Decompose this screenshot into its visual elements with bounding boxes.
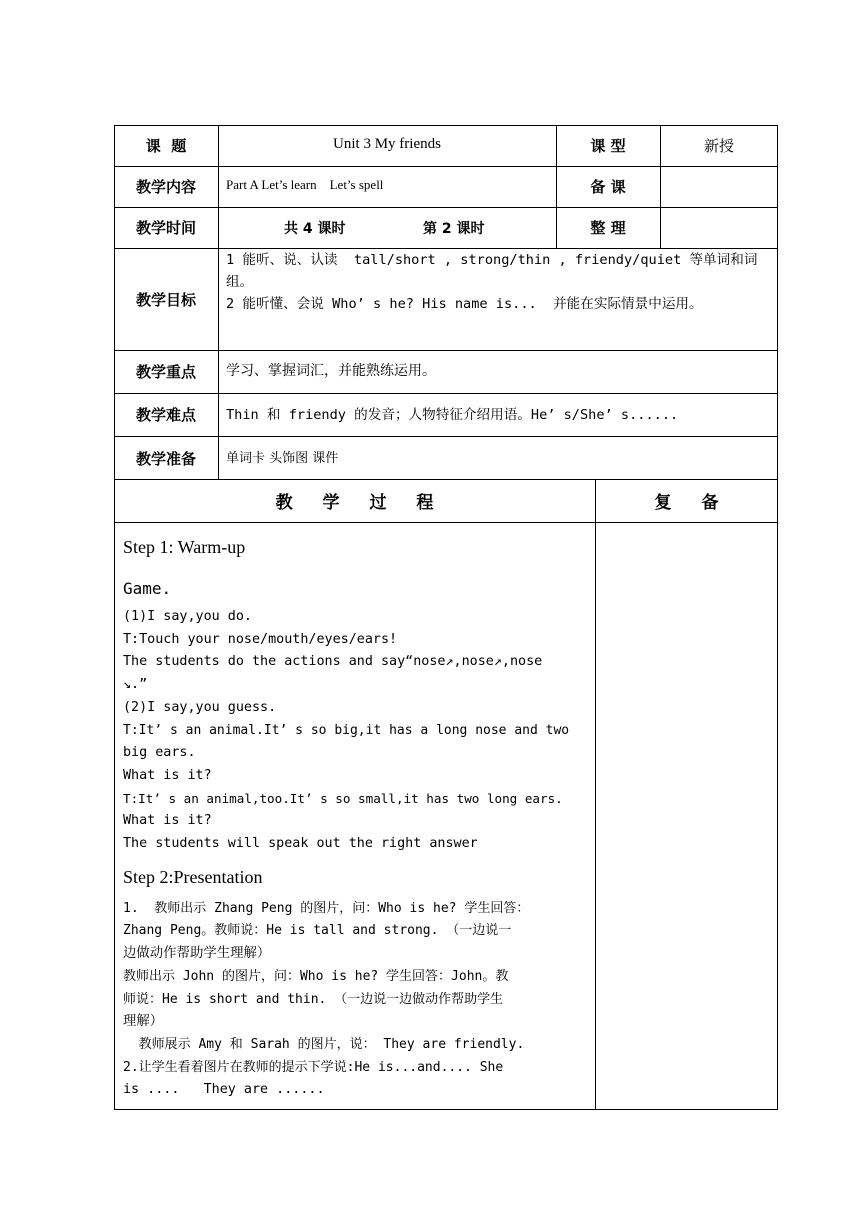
- text-line: 教师展示 Amy 和 Sarah 的图片，说： They are friendly.: [123, 1036, 525, 1052]
- arrange-label: 整 理: [590, 219, 626, 237]
- text-line: (2)I say,you guess.: [123, 699, 277, 715]
- goal-value: 1 能听、说、认读 tall/short , strong/thin , friendy/quiet 等单词和词组。 2 能听懂、会说 Who’ s he? His name is... 并能在实际情景中运用。: [226, 252, 758, 312]
- text-line: What is it?: [123, 767, 212, 783]
- key-label: 教学重点: [135, 363, 196, 381]
- arrange-value: [660, 207, 778, 248]
- text-line: 教师出示 John 的图片，问：Who is he? 学生回答：John。教: [123, 968, 509, 984]
- review-title: 复 备: [654, 493, 731, 513]
- text-line: T:It’ s an animal.It’ s so big,it has a long nose and two: [123, 722, 570, 738]
- step1-lines: [123, 606, 591, 856]
- text-line: big ears.: [123, 745, 196, 761]
- content-value: Part A Let’s learn Let’s spell: [226, 176, 384, 192]
- text-line: ↘.”: [123, 677, 148, 693]
- materials-label: 教学准备: [135, 449, 196, 468]
- text-line: 理解）: [123, 1014, 164, 1030]
- materials-value: 单词卡 头饰图 课件: [226, 450, 339, 466]
- process-title: 教 学 过 程: [275, 493, 446, 513]
- key-value: 学习、掌握词汇，并能熟练运用。: [226, 363, 436, 379]
- text-line: (1)I say,you do.: [123, 609, 252, 624]
- topic-value: Unit 3 My friends: [333, 136, 441, 152]
- text-line: The students do the actions and say“nose↗,nose↗,nose: [123, 654, 543, 670]
- time-label: 教学时间: [135, 219, 196, 237]
- prep-label: 备 课: [590, 178, 626, 196]
- text-line: is .... They are ......: [123, 1082, 325, 1098]
- row-divider: [114, 522, 778, 523]
- text-line: T:It’ s an animal,too.It’ s so small,it has two long ears.: [123, 790, 563, 806]
- step2-title: Step 2:Presentation: [123, 866, 263, 887]
- type-label: 课 型: [590, 137, 626, 155]
- difficulty-value: Thin 和 friendy 的发音；人物特征介绍用语。He’ s/She’ s......: [226, 407, 679, 423]
- text-line: T:Touch your nose/mouth/eyes/ears!: [123, 631, 398, 647]
- text-line: 边做动作帮助学生理解）: [123, 946, 271, 962]
- content-label: 教学内容: [135, 178, 196, 196]
- process-content: [123, 530, 591, 1102]
- goal-label: 教学目标: [135, 290, 196, 309]
- game-label: Game.: [123, 579, 172, 598]
- text-line: The students will speak out the right answer: [123, 836, 478, 852]
- prep-value: [660, 166, 778, 207]
- text-line: 师说：He is short and thin. （一边说一边做动作帮助学生: [123, 991, 504, 1007]
- step2-lines: [123, 898, 591, 1102]
- text-line: What is it?: [123, 813, 212, 829]
- topic-label: 课 题: [145, 137, 187, 155]
- text-line: 1. 教师出示 Zhang Peng 的图片，问：Who is he? 学生回答：: [123, 900, 530, 916]
- text-line: Zhang Peng。教师说：He is tall and strong. （一边说一: [123, 923, 512, 939]
- col-divider: [218, 125, 219, 480]
- time-total: 共 4 课时: [284, 220, 346, 237]
- type-value: 新授: [703, 137, 734, 155]
- difficulty-label: 教学难点: [135, 406, 196, 424]
- step1-title: Step 1: Warm-up: [123, 537, 246, 557]
- text-line: 2.让学生看着图片在教师的提示下学说:He is...and.... She: [123, 1059, 504, 1075]
- col-divider: [595, 479, 596, 1110]
- time-current: 第 2 课时: [423, 220, 485, 237]
